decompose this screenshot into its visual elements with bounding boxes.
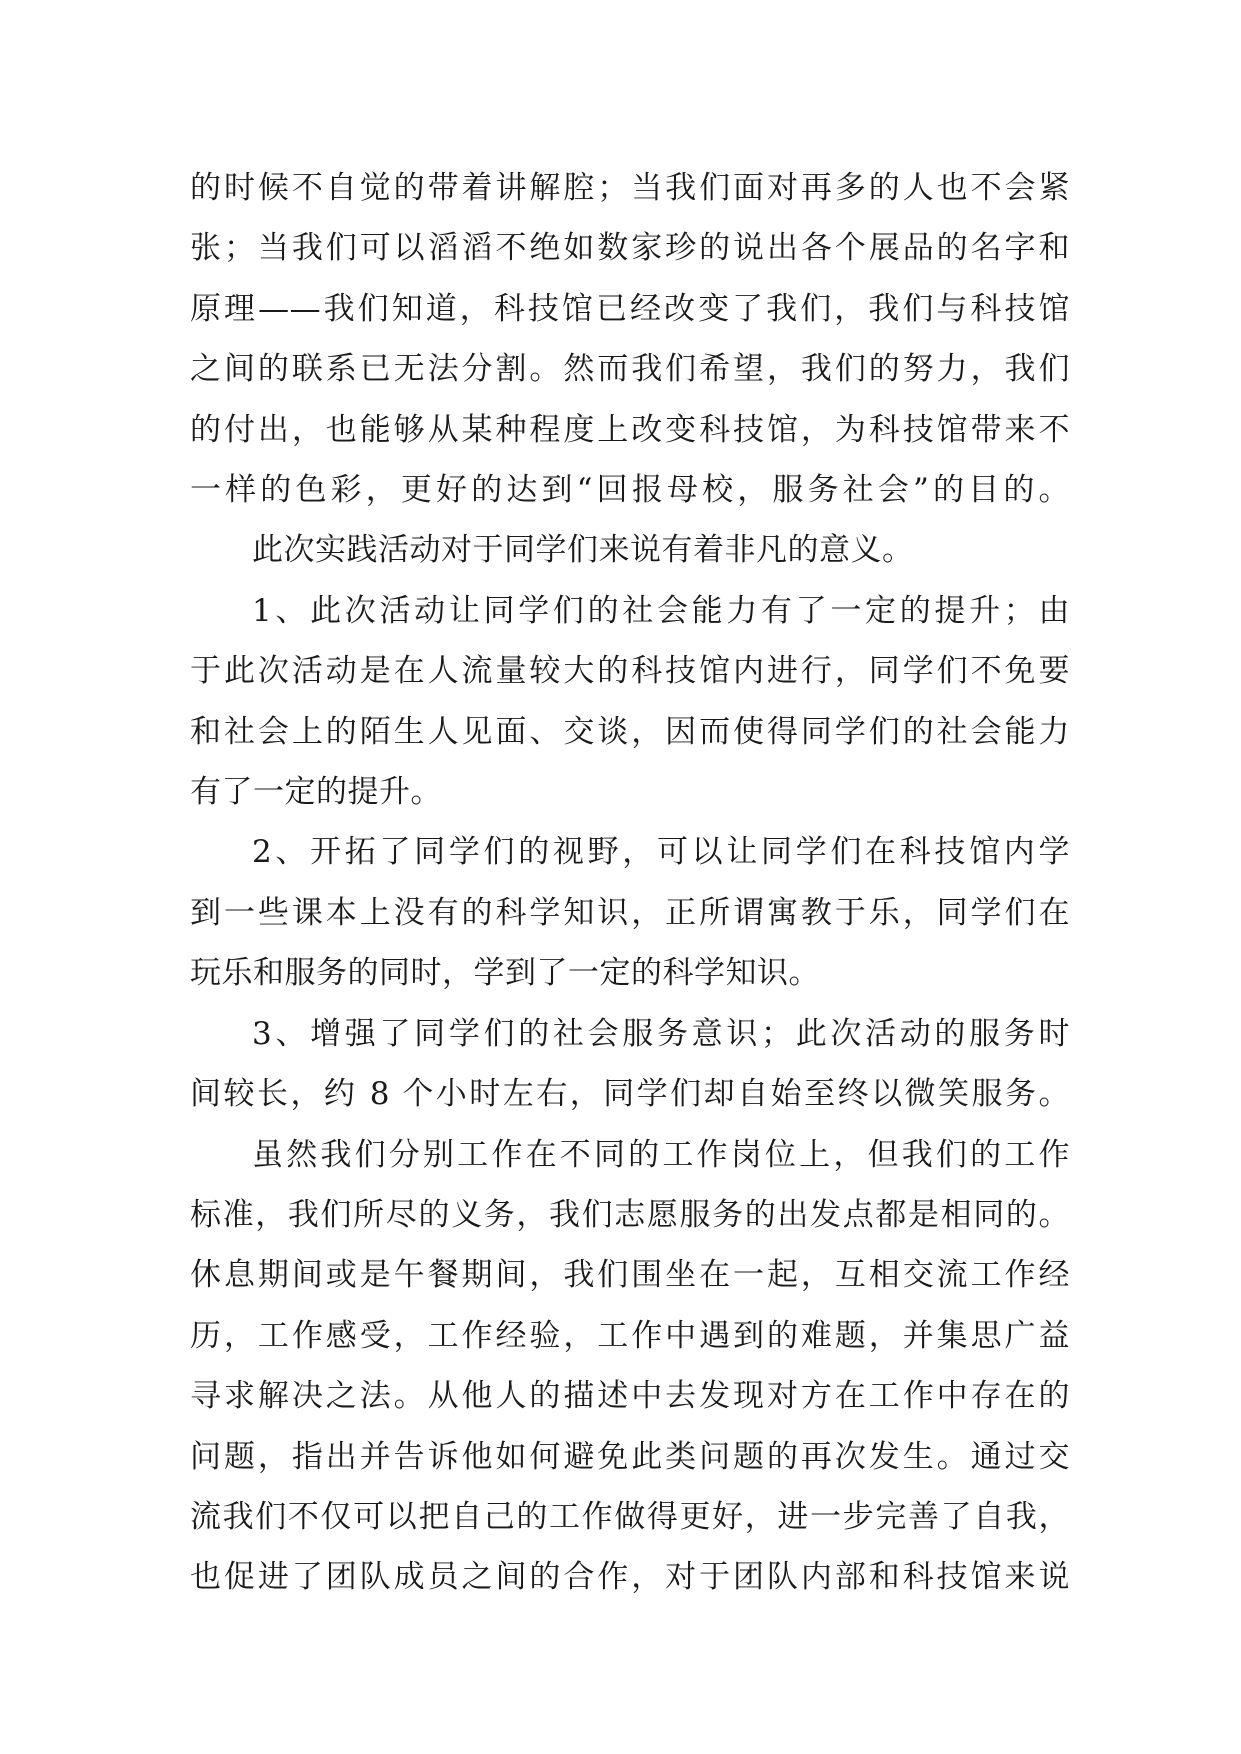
text-line: 原理——我们知道，科技馆已经改变了我们，我们与科技馆 — [190, 290, 1070, 327]
text-line: 2、开拓了同学们的视野，可以让同学们在科技馆内学 — [252, 834, 1070, 871]
text-line: 此次实践活动对于同学们来说有着非凡的意义。 — [252, 532, 914, 569]
text-line: 1、此次活动让同学们的社会能力有了一定的提升；由 — [252, 592, 1070, 629]
text-line: 也促进了团队成员之间的合作，对于团队内部和科技馆来说 — [190, 1559, 1070, 1596]
text-line: 到一些课本上没有的科学知识，正所谓寓教于乐，同学们在 — [190, 894, 1070, 931]
text-line: 问题，指出并告诉他如何避免此类问题的再次发生。通过交 — [190, 1438, 1070, 1475]
text-line: 标准，我们所尽的义务，我们志愿服务的出发点都是相同的。 — [190, 1196, 1070, 1233]
body-text — [190, 158, 1070, 1608]
text-line: 虽然我们分别工作在不同的工作岗位上，但我们的工作 — [252, 1136, 1070, 1173]
text-line: 于此次活动是在人流量较大的科技馆内进行，同学们不免要 — [190, 653, 1070, 690]
text-line: 和社会上的陌生人见面、交谈，因而使得同学们的社会能力 — [190, 713, 1070, 750]
text-line: 有了一定的提升。 — [190, 774, 442, 811]
text-line: 休息期间或是午餐期间，我们围坐在一起，互相交流工作经 — [190, 1257, 1070, 1294]
text-line: 一样的色彩，更好的达到“回报母校，服务社会”的目的。 — [190, 472, 1070, 509]
text-line: 玩乐和服务的同时，学到了一定的科学知识。 — [190, 955, 820, 992]
text-line: 张；当我们可以滔滔不绝如数家珍的说出各个展品的名字和 — [190, 230, 1070, 267]
text-line: 的时候不自觉的带着讲解腔；当我们面对再多的人也不会紧 — [190, 170, 1070, 206]
text-line: 寻求解决之法。从他人的描述中去发现对方在工作中存在的 — [190, 1378, 1070, 1415]
text-line: 3、增强了同学们的社会服务意识；此次活动的服务时 — [252, 1015, 1070, 1052]
text-line: 历，工作感受，工作经验，工作中遇到的难题，并集思广益 — [190, 1317, 1070, 1354]
text-line: 之间的联系已无法分割。然而我们希望，我们的努力，我们 — [190, 351, 1070, 388]
text-line: 间较长，约 8 个小时左右，同学们却自始至终以微笑服务。 — [190, 1076, 1070, 1113]
text-line: 的付出，也能够从某种程度上改变科技馆，为科技馆带来不 — [190, 411, 1070, 448]
text-line: 流我们不仅可以把自己的工作做得更好，进一步完善了自我， — [190, 1498, 1070, 1535]
